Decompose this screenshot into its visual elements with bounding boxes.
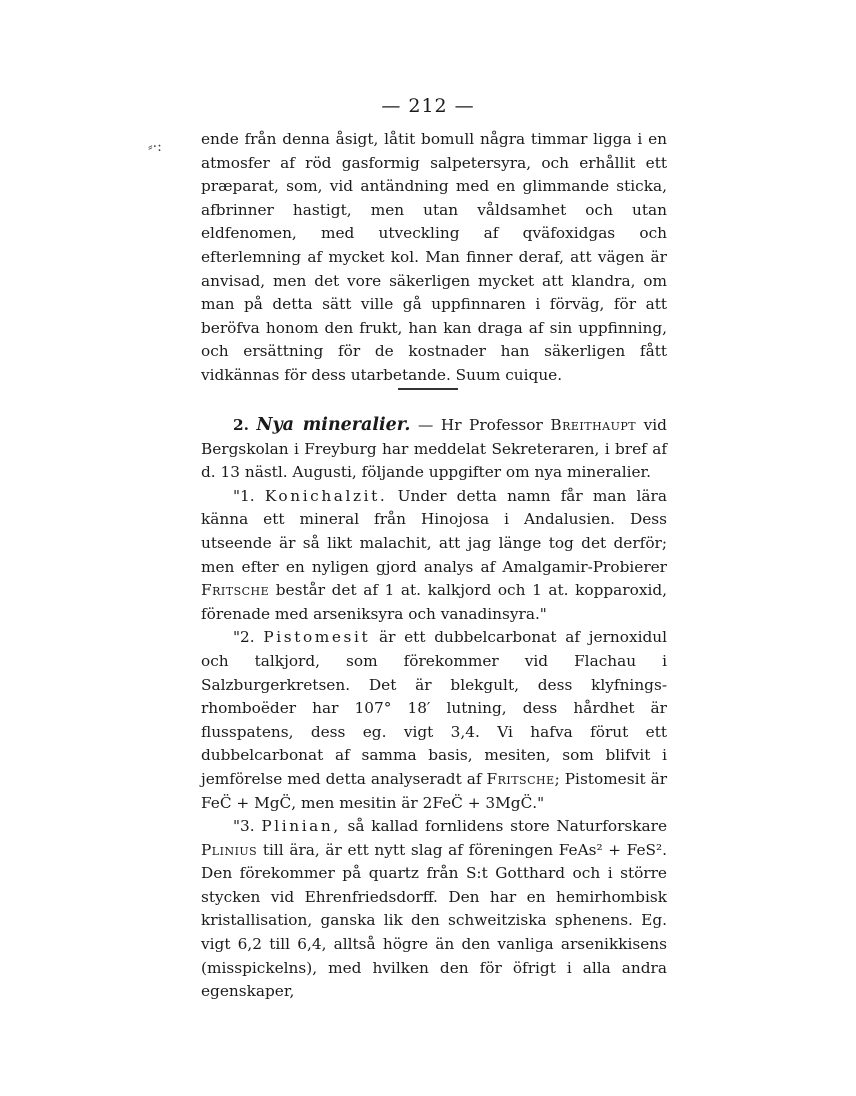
item-1-text-b: består det af 1 at. kalkjord och 1 at. kopparoxid, förenade med arseniksyra och vanadinsyra."	[201, 581, 667, 623]
item-2-name: Fritsche	[486, 769, 555, 788]
section-intro-b: vid Bergskolan i Freyburg har meddelat Sekreteraren, i bref af d. 13 nästl. Augusti, följande uppgifter om nya mineralier.	[201, 416, 667, 482]
section-2	[201, 414, 667, 1004]
author-name: Breithaupt	[550, 416, 637, 434]
item-2-text-b: ; Pistomesit är FeC̈ + MgC̈, men mesitin är 2FeC̈ + 3MgC̈."	[201, 769, 668, 812]
mineral-item-3	[201, 815, 667, 1004]
item-3-name: Plinius	[201, 840, 258, 859]
item-1-mineral: Konichalzit.	[264, 486, 388, 505]
item-2-text-a: är ett dubbelcarbonat af jernoxidul och talkjord, som förekommer vid Flachau i Salzburgerkretsen. Det är blekgult, dess klyfnings-rhomboëder har 107° 18′ lutning, dess hårdhet är flusspatens, dess eg. vigt 3,4. Vi hafva förut ett dubbelcarbonat af samma basis, mesiten, som blifvit i jemförelse med detta analyseradt af	[201, 628, 667, 788]
section-2-intro	[201, 414, 667, 485]
item-2-lead: "2.	[233, 628, 264, 647]
paragraph-1-text: ende från denna åsigt, låtit bomull några timmar ligga i en atmosfer af röd gasformig salpetersyra, och erhållit ett præparat, som, vid antändning med en glimmande sticka, afbrinner hastigt, men utan våldsamhet och utan eldfenomen, med utveckling af qväfoxidgas och efterlemning af mycket kol. Man finner deraf, att vägen är anvisad, men det vore säkerligen mycket att klandra, om man på detta sätt ville gå uppfinnaren i förväg, för att beröfva honom den frukt, han kan draga af sin uppfinning, och ersättning för de kostnader han säkerligen fått vidkännas för dess utarbetande. Suum cuique.	[201, 130, 667, 384]
item-3-text-a: så kallad fornlidens store Naturforskare	[340, 817, 667, 836]
section-number: 2.	[233, 416, 249, 434]
item-3-mineral: Plinian,	[261, 817, 341, 836]
item-3-text-b: till ära, är ett nytt slag af föreningen FeAs² + FeS². Den förekommer på quartz från S:t Gotthard och i större stycken vid Ehrenfriedsdorff. Den har en hemirhombisk kristallisation, ganska lik den schweitziska sphenens. Eg. vigt 6,2 till 6,4, alltså högre än den vanliga arsenikkisens (misspickelns), med hvilken den för öfrigt i alla andra egenskaper,	[201, 840, 667, 1001]
paragraph-1	[201, 128, 667, 388]
section-title: Nya mineralier.	[256, 415, 411, 435]
page-number: — 212 —	[381, 95, 475, 117]
item-1-lead: "1.	[233, 486, 265, 505]
section-divider	[398, 388, 458, 390]
section-intro-a: — Hr Professor	[410, 416, 551, 434]
item-3-lead: "3.	[233, 817, 262, 836]
mineral-item-2	[201, 626, 667, 815]
mineral-item-1	[201, 485, 667, 627]
item-1-text-a: Under detta namn får man lära känna ett mineral från Hinojosa i Andalusien. Dess utseende är så likt malachit, att jag länge tog det derför; men efter en nyligen gjord analys af Amalgamir-Probierer	[201, 486, 667, 576]
margin-speck: ⸗·:	[148, 139, 162, 155]
item-1-name: Fritsche	[201, 581, 270, 600]
item-2-mineral: Pistomesit	[263, 628, 371, 647]
